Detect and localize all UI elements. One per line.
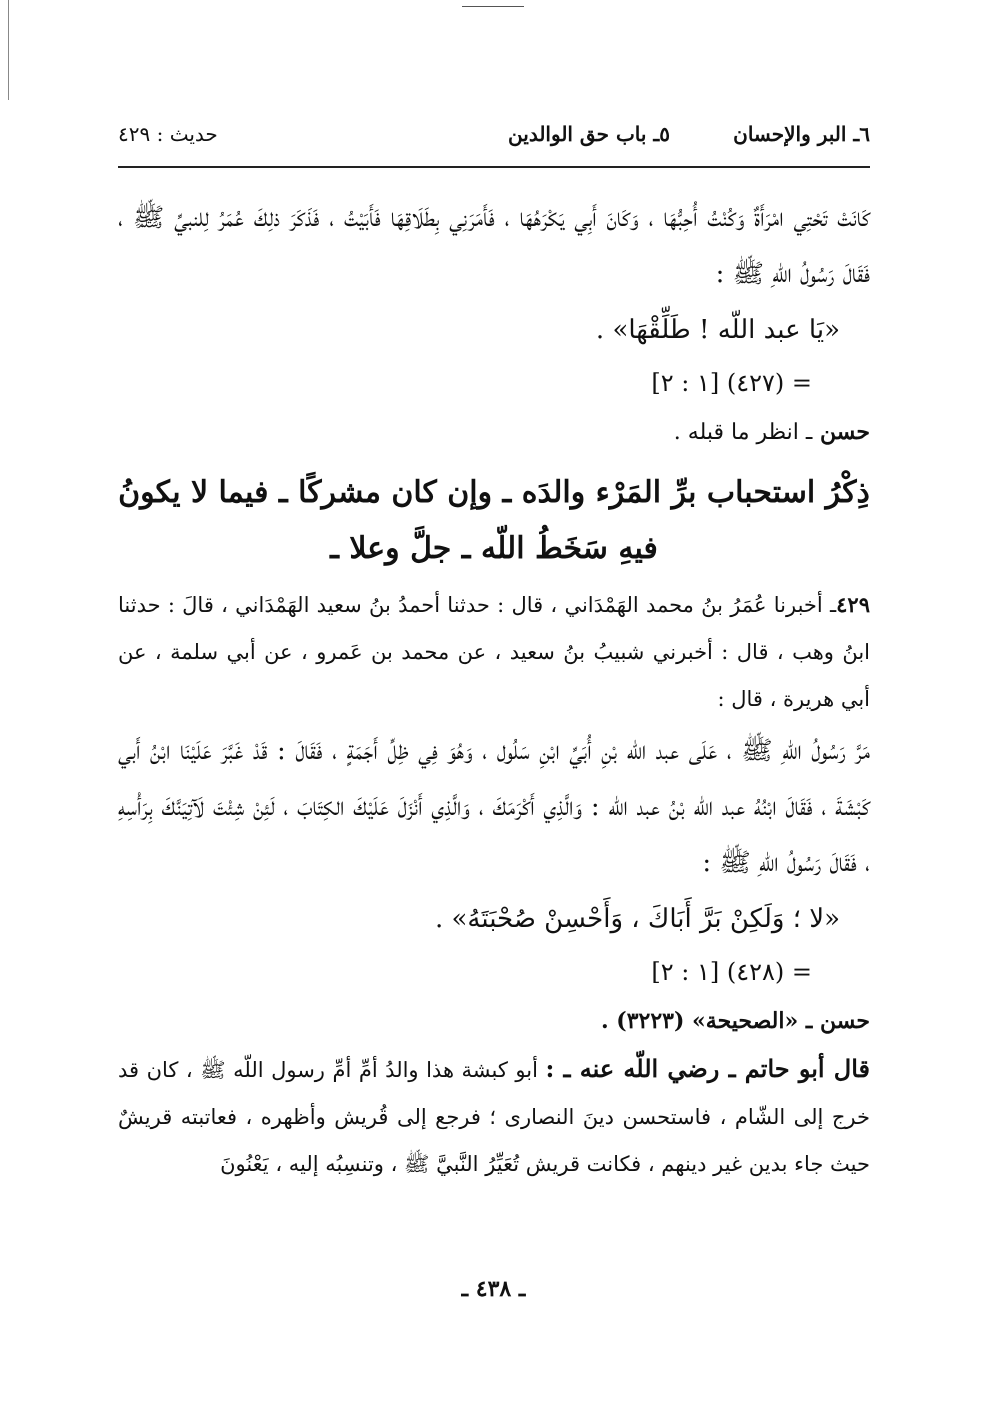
header-hadith-number: حديث : ٤٢٩: [118, 122, 218, 146]
grading-line: [118, 408, 870, 457]
top-scan-line: [462, 6, 524, 7]
prophet-quote-2: «لا ؛ وَلَكِنْ بَرَّ أَبَاكَ ، وَأَحْسِنْ صُحْبَتَهُ» .: [434, 904, 840, 934]
grading-line-2: حسن ـ «الصحيحة» (٣٢٢٣) .: [600, 1008, 870, 1034]
commentary-paragraph: [118, 1045, 870, 1188]
cross-reference-2: = (٤٢٨) [١ : ٢]: [651, 958, 812, 986]
header-chapter-title: ٥ـ باب حق الوالدين: [508, 122, 670, 146]
grading-note: ـ انظر ما قبله .: [673, 420, 813, 445]
section-heading: [118, 465, 870, 577]
hadith-text-paragraph: كَانَتْ تَحْتِي امْرَأَةٌ وَكُنْتُ أُحِبُّهَا ، وَكَانَ أَبِي يَكْرَهُهَا ، فَأَمَرَنِي بِطَلَاقِهَا فَأَبَيْتُ ، فَذَكَرَ ذلِكَ عُمَرُ لِلنبيِّ ﷺ ، فَقَالَ رَسُولُ اللّهِ ﷺ :: [118, 203, 870, 289]
running-header: [118, 118, 870, 160]
header-rule: [118, 166, 870, 168]
prophet-quote: «يَا عبد اللّه ! طَلِّقْهَا» .: [595, 315, 840, 345]
grading-term: حسن: [820, 419, 870, 445]
section-heading-line-2: فيهِ سَخَطُ اللّه ـ جلَّ وعلا ـ: [330, 531, 658, 566]
header-book-title: ٦ـ البر والإحسان: [733, 122, 870, 146]
hadith-number: ٤٢٩: [836, 592, 870, 617]
commentary-lead: قال أبو حاتم ـ رضي اللّه عنه ـ :: [545, 1054, 870, 1083]
cross-reference: = (٤٢٧) [١ : ٢]: [651, 369, 812, 397]
section-heading-line-1: ذِكْرُ استحباب برِّ المَرْء والدَه ـ وإن كان مشركًا ـ فيما لا يكونُ: [118, 475, 870, 510]
isnad-text: ـ أخبرنا عُمَرُ بنُ محمد الهَمْدَاني ، قال : حدثنا أحمدُ بنُ سعيد الهَمْدَاني ، قالَ : حدثنا ابنُ وهب ، قال : أخبرني شبيبُ بنُ سعيد ، عن محمد بن عَمرو ، عن أبي سلمة ، عن أبي هريرة ، قال :: [118, 593, 870, 711]
isnad-paragraph: [118, 581, 870, 723]
left-scan-edge: [8, 0, 9, 100]
page-body: [118, 190, 870, 1270]
page-number: ـ ٤٣٨ ـ: [461, 1276, 526, 1302]
hadith-text-paragraph-2: مَرَّ رَسُولُ اللّهِ ﷺ ، عَلَى عبد اللّه بْنِ أُبَيِّ ابْنِ سَلُول ، وَهُوَ فِي ظِلِّ أَجَمَةٍ ، فَقَالَ : قَدْ غَبَّرَ عَلَيْنَا ابْنُ أَبي كَبْشَةَ ، فَقَالَ ابْنُهُ عبد اللّه بْنُ عبد اللّه : وَالَّذِي أَكْرَمَكَ ، وَالَّذِي أَنْزَلَ عَلَيْكَ الكِتَابَ ، لَئِنْ شِئْتَ لَآتِيَنَّكَ بِرَأْسِهِ ، فَقَالَ رَسُولُ اللّهِ ﷺ :: [118, 736, 870, 878]
commentary-text: أبو كبشة هذا والدُ أمِّ أمِّ رسول اللّه ﷺ ، كان قد خرج إلى الشّام ، فاستحسن دينَ النصارى ؛ فرجع إلى قُريش وأظهره ، فعاتبته قريشٌ حيث جاء بدين غير دينهم ، فكانت قريش تُعَيِّرُ النَّبيَّ ﷺ ، وتنسِبُه إليه ، يَعْنُونَ: [118, 1058, 870, 1176]
